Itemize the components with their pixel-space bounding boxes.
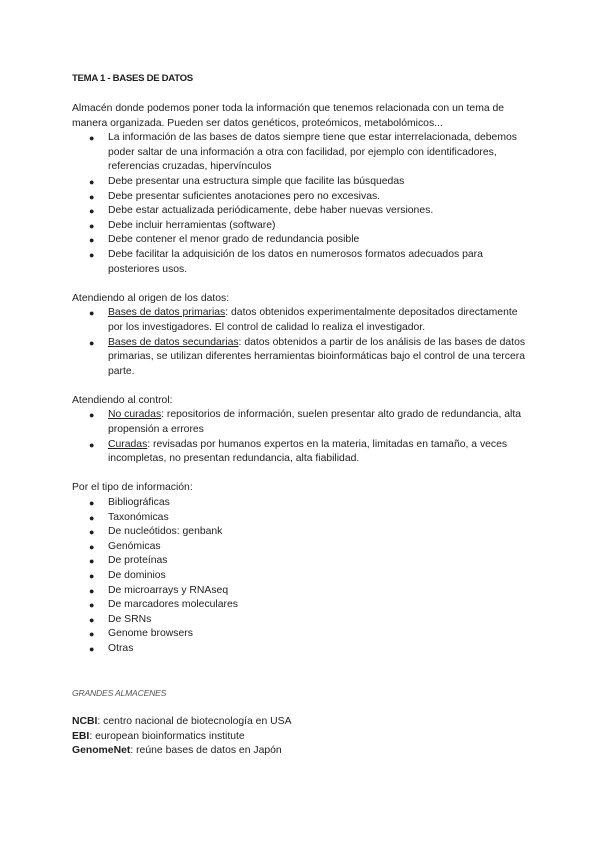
types-heading: Por el tipo de información: — [72, 482, 193, 494]
bullet-icon: ● — [89, 643, 95, 654]
list-item: ● Bases de datos primarias: datos obtenidos experimentalmente depositados directamente por los investigadores. El control de calidad lo realiza el investigador. — [89, 307, 518, 333]
list-item: ● Genome browsers — [72, 627, 532, 642]
bullet-icon: ● — [89, 556, 95, 567]
bullet-icon: ● — [89, 571, 95, 581]
list-item: ● Debe incluir herramientas (software) — [72, 219, 532, 234]
page-title: TEMA 1 - BASES DE DATOS — [72, 73, 193, 84]
list-item: ● Debe contener el menor grado de redundancia posible — [72, 233, 532, 248]
list-item: ● Otras — [72, 642, 532, 657]
section-caption: GRANDES ALMACENES — [72, 687, 167, 698]
list-item: ● La información de las bases de datos siempre tiene que estar interrelacionada, debemos poder saltar de una información a otra con facilidad, por ejemplo con identificadores, referencias cruzadas, hipervínculos — [89, 132, 517, 173]
bullet-icon: ● — [89, 235, 95, 246]
list-item: ● De dominios — [72, 569, 532, 584]
list-item: ● Bases de datos secundarias: datos obtenidos a partir de los análisis de las bases de datos primarias, se utilizan diferentes herramientas bioinformáticas bajo el control de una tercera parte. — [89, 336, 526, 377]
bullet-icon: ● — [89, 410, 95, 421]
list-item: ● De nucleótidos: genbank — [72, 525, 532, 540]
bullet-icon: ● — [89, 191, 95, 202]
bullet-icon: ● — [89, 176, 95, 187]
bullet-icon: ● — [89, 220, 95, 231]
bullet-icon: ● — [89, 308, 95, 319]
control-list — [72, 408, 532, 466]
bullet-icon: ● — [89, 585, 95, 596]
list-item: ● De marcadores moleculares — [72, 598, 532, 613]
origin-heading: Atendiendo al origen de los datos: — [72, 292, 230, 304]
bullet-icon: ● — [89, 600, 95, 611]
bullet-icon: ● — [89, 527, 95, 538]
bullet-icon: ● — [89, 629, 95, 640]
list-item: ● Debe presentar suficientes anotaciones pero no excesivas. — [72, 190, 532, 205]
list-item: ● Debe estar actualizada periódicamente, debe haber nuevas versiones. — [72, 204, 532, 219]
list-item: ● Curadas: revisadas por humanos expertos en la materia, limitadas en tamaño, a veces incompletas, no presentan redundancia, alta fiabilidad. — [89, 438, 508, 465]
types-list — [72, 496, 532, 657]
bullet-icon: ● — [89, 614, 95, 625]
bullet-icon: ● — [89, 541, 95, 552]
list-item: ● No curadas: repositorios de información, suelen presentar alto grado de redundancia, alta propensión a errores — [89, 409, 521, 436]
list-item: ● De proteínas — [72, 554, 532, 569]
term-not-curated: No curadas — [108, 409, 162, 421]
term-secondary: Bases de datos secundarias — [108, 336, 239, 348]
origin-list — [72, 306, 532, 379]
list-item: ● Taxonómicas — [72, 511, 532, 526]
bullet-icon: ● — [89, 439, 95, 450]
requirements-list — [72, 131, 532, 277]
intro-paragraph: Almacén donde podemos poner toda la información que tenemos relacionada con un tema de manera organizada. Pueden ser datos genéticos, proteómicos, metabolómicos... — [72, 103, 505, 129]
term-primary: Bases de datos primarias — [108, 307, 226, 319]
store-entry-ncbi: NCBI: centro nacional de biotecnología en USA — [72, 715, 292, 727]
list-item: ● Bibliográficas — [72, 496, 532, 511]
bullet-icon: ● — [89, 206, 95, 217]
bullet-icon: ● — [89, 249, 95, 260]
document-page — [72, 72, 532, 759]
bullet-icon: ● — [89, 133, 95, 144]
list-item: ● De microarrays y RNAseq — [72, 584, 532, 599]
store-entry-ebi: EBI: european bioinformatics institute — [72, 730, 245, 742]
list-item: ● Debe presentar una estructura simple que facilite las búsquedas — [72, 175, 532, 190]
bullet-icon: ● — [89, 498, 95, 509]
control-heading: Atendiendo al control: — [72, 394, 173, 406]
store-entry-genomenet: GenomeNet: reúne bases de datos en Japón — [72, 745, 282, 757]
list-item: ● De SRNs — [72, 613, 532, 628]
bullet-icon: ● — [89, 337, 95, 348]
term-curated: Curadas — [108, 438, 148, 450]
list-item: ● Debe facilitar la adquisición de los datos en numerosos formatos adecuados para posteriores usos. — [89, 248, 483, 275]
list-item: ● Genómicas — [72, 540, 532, 555]
bullet-icon: ● — [89, 512, 95, 523]
